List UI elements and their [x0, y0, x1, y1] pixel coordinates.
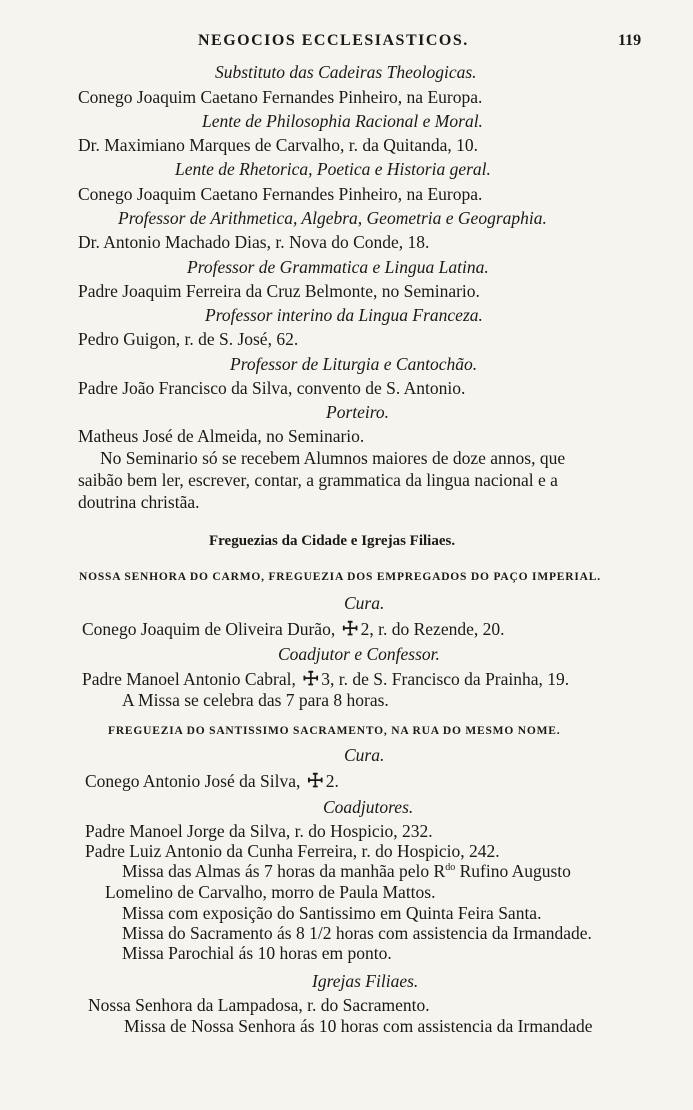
entry-carvalho: Dr. Maximiano Marques de Carvalho, r. da Quitanda, 10. [78, 135, 478, 155]
carmo-missa: A Missa se celebra das 7 para 8 horas. [122, 690, 389, 710]
reverendo-superscript: do [445, 862, 456, 874]
note-line-3: doutrina christãa. [78, 492, 200, 512]
subheading-substituto: Substituto das Cadeiras Theologicas. [215, 62, 477, 82]
carmo-heading: NOSSA SENHORA DO CARMO, FREGUEZIA DOS EMPREGADOS DO PAÇO IMPERIAL. [79, 571, 601, 583]
entry-guigon: Pedro Guigon, r. de S. José, 62. [78, 329, 299, 349]
cross-icon: ☩ [302, 669, 320, 690]
sacramento-cura-number: 2. [325, 771, 339, 791]
sacramento-coadjutor-2: Padre Luiz Antonio da Cunha Ferreira, r. do Hospicio, 242. [85, 841, 500, 861]
subheading-grammatica: Professor de Grammatica e Lingua Latina. [187, 257, 489, 277]
entry-belmonte: Padre Joaquim Ferreira da Cruz Belmonte, no Seminario. [78, 281, 480, 301]
note-line-2: saibão bem ler, escrever, contar, a grammatica da lingua nacional e a [78, 470, 558, 490]
igrejas-filiaes-label: Igrejas Filiaes. [312, 971, 419, 991]
carmo-cura-name: Conego Joaquim de Oliveira Durão, [82, 619, 336, 639]
sacramento-cura-entry [85, 770, 339, 793]
missa-almas [122, 860, 571, 882]
carmo-coadjutor-name: Padre Manoel Antonio Cabral, [82, 669, 296, 689]
missa-almas-text: Missa das Almas ás 7 horas da manhãa pelo R [122, 861, 446, 881]
entry-silva-convento: Padre João Francisco da Silva, convento de S. Antonio. [78, 378, 466, 398]
carmo-coadjutor-address: 3, r. de S. Francisco da Prainha, 19. [321, 669, 570, 689]
entry-pinheiro-2: Conego Joaquim Caetano Fernandes Pinheiro, na Europa. [78, 184, 483, 204]
filial-lampadosa: Nossa Senhora da Lampadosa, r. do Sacramento. [88, 995, 430, 1015]
sacramento-cura-label: Cura. [344, 745, 385, 765]
entry-almeida: Matheus José de Almeida, no Seminario. [78, 426, 365, 446]
missa-exposicao: Missa com exposição do Santissimo em Quinta Feira Santa. [122, 903, 542, 923]
subheading-franceza: Professor interino da Lingua Franceza. [205, 305, 483, 325]
cross-icon: ☩ [341, 619, 359, 640]
subheading-philosophia: Lente de Philosophia Racional e Moral. [202, 111, 483, 131]
cross-icon: ☩ [306, 771, 324, 792]
sacramento-coadjutores-label: Coadjutores. [323, 797, 414, 817]
missa-parochial: Missa Parochial ás 10 horas em ponto. [122, 943, 392, 963]
running-title: NEGOCIOS ECCLESIASTICOS. [198, 32, 469, 49]
entry-pinheiro-1: Conego Joaquim Caetano Fernandes Pinheiro, na Europa. [78, 87, 483, 107]
carmo-coadjutor-label: Coadjutor e Confessor. [278, 644, 440, 664]
sacramento-coadjutor-1: Padre Manoel Jorge da Silva, r. do Hospicio, 232. [85, 821, 433, 841]
subheading-arithmetica: Professor de Arithmetica, Algebra, Geometria e Geographia. [118, 208, 547, 228]
entry-dias: Dr. Antonio Machado Dias, r. Nova do Conde, 18. [78, 232, 430, 252]
carmo-cura-entry [82, 618, 504, 641]
section-title: Freguezias da Cidade e Igrejas Filiaes. [209, 533, 456, 549]
page-number: 119 [618, 32, 642, 49]
missa-sacramento: Missa do Sacramento ás 8 1/2 horas com assistencia da Irmandade. [122, 923, 592, 943]
missa-almas-cont: Lomelino de Carvalho, morro de Paula Mattos. [105, 882, 436, 902]
sacramento-heading: FREGUEZIA DO SANTISSIMO SACRAMENTO, NA RUA DO MESMO NOME. [108, 725, 561, 737]
subheading-liturgia: Professor de Liturgia e Cantochão. [230, 354, 478, 374]
carmo-cura-label: Cura. [344, 593, 385, 613]
carmo-cura-address: 2, r. do Rezende, 20. [360, 619, 505, 639]
note-line-1: No Seminario só se recebem Alumnos maiores de doze annos, que [100, 448, 566, 468]
carmo-coadjutor-entry [82, 668, 569, 691]
subheading-porteiro: Porteiro. [326, 402, 390, 422]
missa-almas-celebrant: Rufino Augusto [455, 861, 571, 881]
subheading-rhetorica: Lente de Rhetorica, Poetica e Historia geral. [175, 159, 491, 179]
missa-lampadosa: Missa de Nossa Senhora ás 10 horas com assistencia da Irmandade [124, 1016, 593, 1036]
sacramento-cura-name: Conego Antonio José da Silva, [85, 771, 301, 791]
